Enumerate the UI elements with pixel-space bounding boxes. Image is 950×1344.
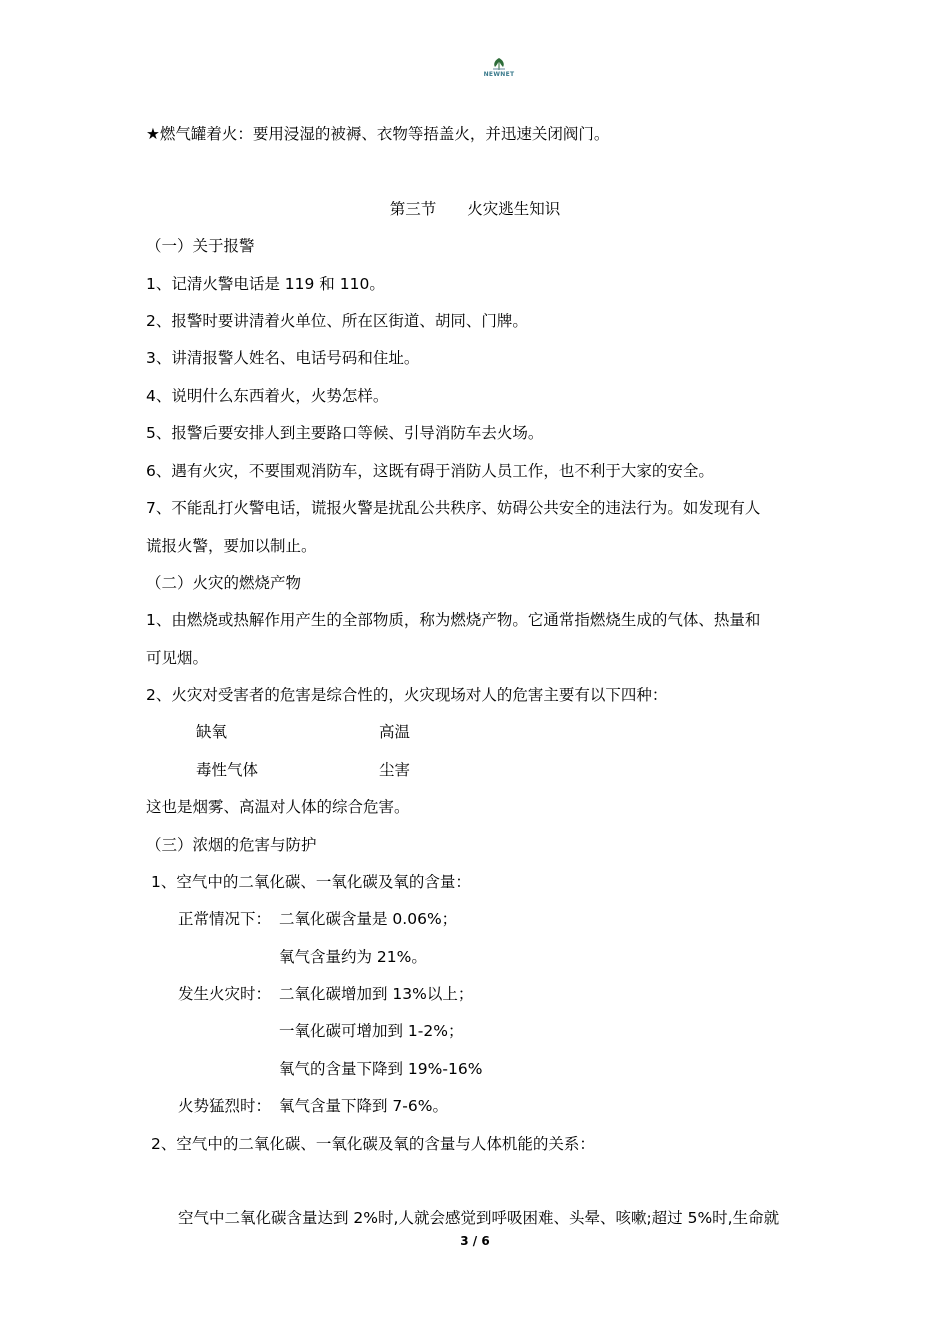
condition-label: 火势猛烈时： [178, 1097, 272, 1115]
hazard-item: 毒性气体 [196, 761, 259, 779]
list-item: 1、空气中的二氧化碳、一氧化碳及氧的含量： [151, 873, 471, 891]
hazard-item: 尘害 [379, 761, 411, 779]
list-item-continued: 谎报火警，要加以制止。 [146, 537, 317, 555]
list-item: 1、由燃烧或热解作用产生的全部物质，称为燃烧产物。它通常指燃烧生成的气体、热量和 [146, 611, 761, 629]
page-number: 3 / 6 [460, 1234, 490, 1248]
condition-value: 二氧化碳增加到 13%以上； [279, 985, 474, 1003]
list-item: 4、说明什么东西着火，火势怎样。 [146, 387, 389, 405]
hazard-item: 高温 [379, 723, 411, 741]
list-item: 1、记清火警电话是 119 和 110。 [146, 275, 385, 293]
condition-value: 一氧化碳可增加到 1-2%； [279, 1022, 464, 1040]
condition-label: 发生火灾时： [178, 985, 272, 1003]
condition-value: 氧气含量约为 21%。 [279, 948, 427, 966]
condition-value: 氧气的含量下降到 19%-16% [279, 1060, 483, 1078]
list-item: 2、报警时要讲清着火单位、所在区街道、胡同、门牌。 [146, 312, 528, 330]
hazard-summary: 这也是烟雾、高温对人体的综合危害。 [146, 798, 410, 816]
condition-value: 氧气含量下降到 7-6%。 [279, 1097, 448, 1115]
list-item: 2、火灾对受害者的危害是综合性的，火灾现场对人的危害主要有以下四种： [146, 686, 668, 704]
list-item: 6、遇有火灾，不要围观消防车，这既有碍于消防人员工作，也不利于大家的安全。 [146, 462, 714, 480]
list-item: 2、空气中的二氧化碳、一氧化碳及氧的含量与人体机能的关系： [151, 1135, 595, 1153]
hazard-item: 缺氧 [196, 723, 228, 741]
list-item: 7、不能乱打火警电话，谎报火警是扰乱公共秩序、妨碍公共安全的违法行为。如发现有人 [146, 499, 761, 517]
logo-text: NEWNET [483, 71, 515, 78]
intro-line: ★燃气罐着火：要用浸湿的被褥、衣物等捂盖火，并迅速关闭阀门。 [146, 125, 610, 143]
list-item: 3、讲清报警人姓名、电话号码和住址。 [146, 349, 420, 367]
body-paragraph: 空气中二氧化碳含量达到 2%时,人就会感觉到呼吸困难、头晕、咳嗽;超过 5%时,生命就 [178, 1209, 780, 1227]
list-item: 5、报警后要安排人到主要路口等候、引导消防车去火场。 [146, 424, 544, 442]
condition-value: 二氧化碳含量是 0.06%； [279, 910, 458, 928]
newnet-logo [481, 56, 517, 82]
subsection-heading-3: （三）浓烟的危害与防护 [146, 836, 317, 854]
subsection-heading-1: （一）关于报警 [146, 237, 255, 255]
list-item-continued: 可见烟。 [146, 649, 209, 667]
subsection-heading-2: （二）火灾的燃烧产物 [146, 574, 302, 592]
leaf-icon [481, 56, 517, 72]
condition-label: 正常情况下： [178, 910, 272, 928]
section-title: 第三节 火灾逃生知识 [389, 200, 561, 218]
